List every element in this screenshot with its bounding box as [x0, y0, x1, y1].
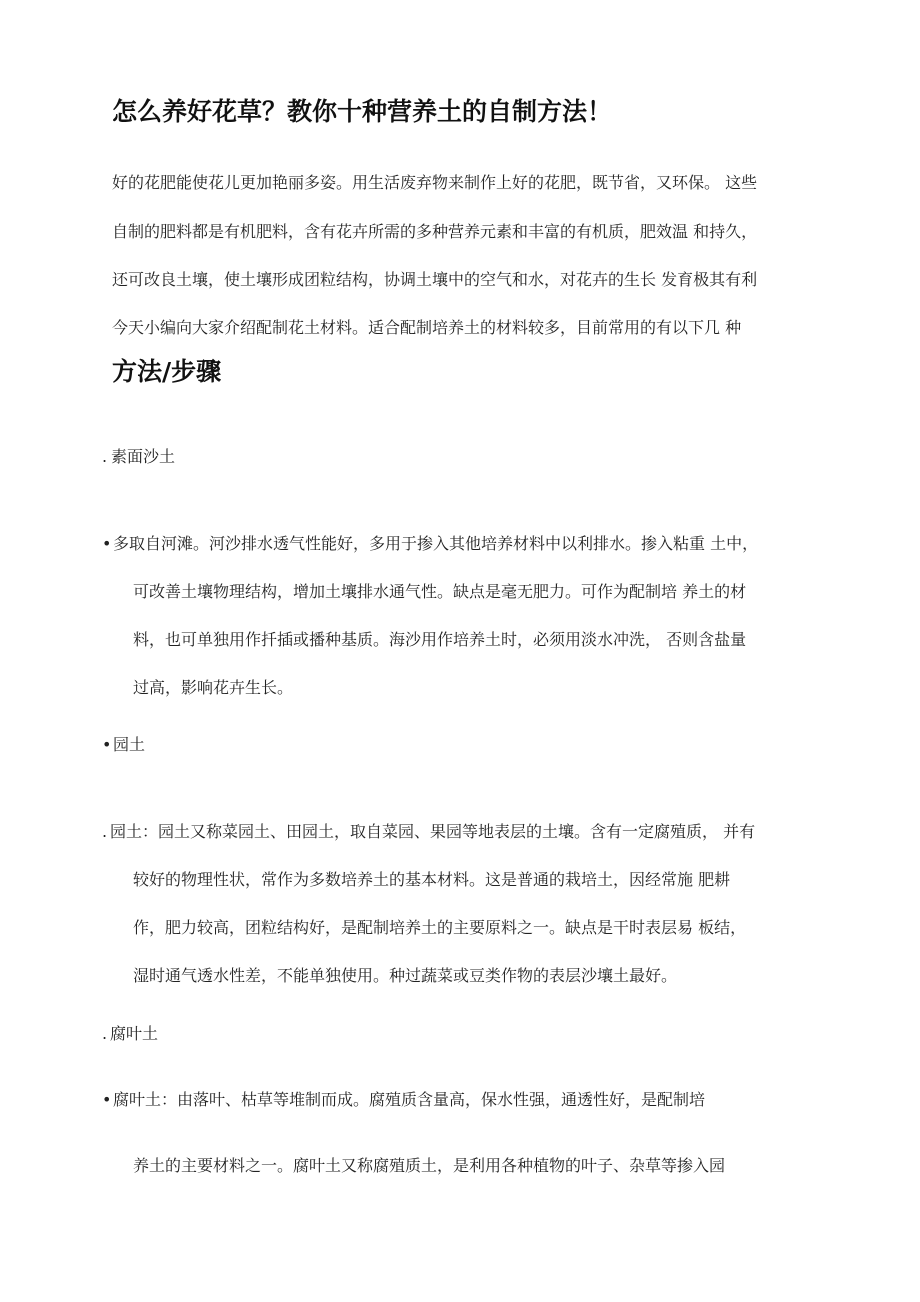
item-marker: .: [102, 822, 108, 841]
paragraph-line: 养土的主要材料之一。腐叶土又称腐殖质土，是利用各种植物的叶子、杂草等掺入园: [133, 1156, 726, 1175]
bullet-marker: •: [102, 735, 112, 754]
intro-line: 还可改良土壤，使土壤形成团粒结构，协调土壤中的空气和水，对花卉的生长 发育极其有利: [112, 270, 758, 289]
paragraph-line: 过高，影响花卉生长。: [133, 678, 294, 697]
paragraph-line: 湿时通气透水性差，不能单独使用。种过蔬菜或豆类作物的表层沙壤土最好。: [133, 966, 678, 985]
intro-line: 今天小编向大家介绍配制花土材料。适合配制培养土的材料较多，目前常用的有以下几 种: [112, 318, 742, 337]
item-heading-garden-soil: 园土: [113, 735, 146, 754]
paragraph-line: 料，也可单独用作扦插或播种基质。海沙用作培养土时，必须用淡水冲洗， 否则含盐量: [133, 630, 747, 649]
intro-line: 好的花肥能使花儿更加艳丽多姿。用生活废弃物来制作上好的花肥，既节省，又环保。 这些: [112, 173, 758, 192]
paragraph-line: 多取自河滩。河沙排水透气性能好，多用于掺入其他培养材料中以利排水。掺入粘重 土中，: [113, 534, 759, 553]
item-heading-leaf-mold: 腐叶土: [110, 1024, 159, 1043]
section-heading: 方法/步骤: [112, 357, 222, 386]
item-heading-sand: 素面沙土: [111, 447, 176, 466]
page-title: 怎么养好花草？教你十种营养土的自制方法！: [112, 97, 613, 126]
paragraph-line: 腐叶土：由落叶、枯草等堆制而成。腐殖质含量高，保水性强，通透性好，是配制培: [113, 1090, 706, 1109]
item-marker: .: [102, 447, 108, 466]
bullet-marker: •: [102, 1090, 112, 1109]
paragraph-line: 作，肥力较高，团粒结构好，是配制培养土的主要原料之一。缺点是干时表层易 板结，: [133, 918, 747, 937]
item-marker: .: [102, 1024, 108, 1043]
paragraph-line: 较好的物理性状，常作为多数培养土的基本材料。这是普通的栽培土，因经常施 肥耕: [133, 870, 731, 889]
paragraph-line: 园土：园土又称菜园土、田园土，取自菜园、果园等地表层的土壤。含有一定腐殖质， 并有: [110, 822, 756, 841]
paragraph-line: 可改善土壤物理结构，增加土壤排水通气性。缺点是毫无肥力。可作为配制培 养土的材: [133, 582, 747, 601]
intro-line: 自制的肥料都是有机肥料，含有花卉所需的多种营养元素和丰富的有机质，肥效温 和持久，: [112, 222, 758, 241]
bullet-marker: •: [102, 534, 112, 553]
